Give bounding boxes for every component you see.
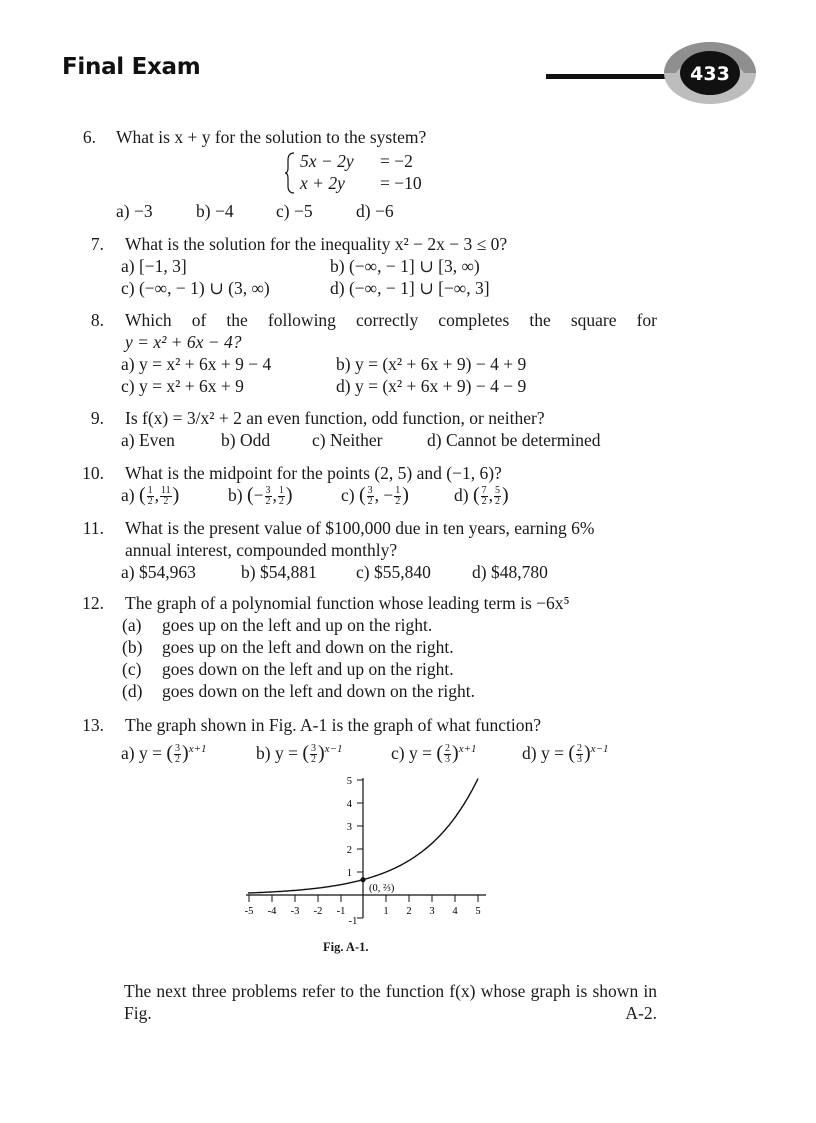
x-tick-label: 2 (406, 906, 412, 917)
option-b-text: goes up on the left and down on the right. (162, 637, 454, 657)
option-c-text: goes down on the left and up on the right. (162, 659, 454, 679)
option-a: a) Even (121, 430, 175, 450)
option-b: b) y = ( $\frac{3}{2}$ )$^{x-1}$ (256, 741, 343, 766)
left-brace (284, 152, 296, 194)
question-number: 9. (90, 408, 104, 428)
question-number: 11. (82, 518, 104, 538)
option-d-text: goes down on the left and down on the right. (162, 681, 476, 701)
y-neg-tick-label: -1 (348, 916, 358, 927)
option-a-text: goes up on the left and up on the right. (162, 615, 433, 635)
y-tick-label: 3 (346, 822, 352, 833)
figure-caption: Fig. A-1. (323, 940, 369, 954)
question-number: 13. (82, 715, 104, 735)
option-c: c) Neither (312, 430, 383, 450)
y-tick-label: 5 (346, 776, 352, 787)
option-d: d) −6 (356, 201, 394, 221)
option-c-label: (c) (122, 659, 142, 679)
option-b: b) Odd (221, 430, 271, 450)
x-tick-label: 5 (475, 906, 481, 917)
equation-1-right: = −2 (380, 151, 413, 171)
option-d: d) Cannot be determined (427, 430, 601, 450)
y-tick-label: 2 (346, 845, 352, 856)
option-b: b) $54,881 (241, 562, 317, 582)
option-a: a) y = x² + 6x + 9 − 4 (121, 354, 272, 374)
option-a-label: (a) (122, 615, 142, 635)
option-d: d) y = (x² + 6x + 9) − 4 − 9 (336, 376, 527, 396)
x-tick-label: -1 (336, 906, 346, 917)
x-tick-label: -4 (267, 906, 277, 917)
question-number: 7. (90, 234, 104, 254)
option-b: b) −4 (196, 201, 234, 221)
question-stem: What is the midpoint for the points (2, 5) and (−1, 6)? (125, 463, 502, 483)
closing-paragraph: The next three problems refer to the function f(x) whose graph is shown in Fig. A-2. (124, 981, 657, 1023)
question-number: 10. (82, 463, 104, 483)
section-title: Final Exam (62, 54, 201, 80)
option-c: c) −5 (276, 201, 313, 221)
x-tick-label: 3 (429, 906, 435, 917)
option-d: d) ( $\frac{7}{2}$ , $\frac{5}{2}$ ) (454, 484, 509, 508)
x-tick-label: -5 (244, 906, 254, 917)
question-stem-line-2: annual interest, compounded monthly? (125, 540, 398, 560)
figure-a1-graph (236, 770, 496, 930)
question-stem: What is the solution for the inequality x² − 2x − 3 ≤ 0? (125, 234, 508, 254)
question-stem-line-1: Which of the following correctly completes the square for (125, 310, 657, 330)
y-tick-label: 4 (346, 799, 352, 810)
x-tick-label: 1 (383, 906, 389, 917)
option-a: a) y = ( $\frac{3}{2}$ )$^{x+1}$ (121, 741, 207, 766)
question-stem: What is x + y for the solution to the system? (116, 127, 427, 147)
option-d: d) $48,780 (472, 562, 548, 582)
option-b: b) y = (x² + 6x + 9) − 4 + 9 (336, 354, 527, 374)
option-d-label: (d) (122, 681, 143, 701)
question-stem: Is f(x) = 3/x² + 2 an even function, odd function, or neither? (125, 408, 545, 428)
option-a: a) [−1, 3] (121, 256, 187, 276)
option-c: c) ( $\frac{3}{2}$ , − $\frac{1}{2}$ ) (341, 484, 409, 508)
point-label: (0, ⅔) (369, 883, 395, 894)
question-stem: The graph of a polynomial function whose leading term is −6x⁵ (125, 593, 570, 613)
page-number: 433 (690, 63, 730, 85)
page-number-badge (648, 40, 760, 106)
x-tick-label: -3 (290, 906, 300, 917)
option-b: b) (−∞, − 1] ∪ [3, ∞) (330, 256, 480, 276)
option-d: d) (−∞, − 1] ∪ [−∞, 3] (330, 278, 490, 298)
y-intercept-point (360, 877, 365, 882)
option-c: c) y = x² + 6x + 9 (121, 376, 244, 396)
option-c: c) y = ( $\frac{2}{3}$ )$^{x+1}$ (391, 741, 477, 766)
option-a: a) ( $\frac{1}{2}$ , $\frac{11}{2}$ ) (121, 484, 180, 508)
y-tick-label: 1 (346, 868, 352, 879)
option-a: a) $54,963 (121, 562, 196, 582)
question-stem-line-2: y = x² + 6x − 4? (125, 332, 242, 352)
x-tick-label: 4 (452, 906, 458, 917)
y-ticks (357, 780, 363, 872)
question-stem: The graph shown in Fig. A-1 is the graph of what function? (125, 715, 542, 735)
option-b: b) (− $\frac{3}{2}$ , $\frac{1}{2}$ ) (228, 484, 293, 508)
equation-1-left: 5x − 2y (300, 151, 354, 171)
x-tick-label: -2 (313, 906, 323, 917)
question-number: 12. (82, 593, 104, 613)
option-c: c) (−∞, − 1) ∪ (3, ∞) (121, 278, 270, 298)
option-d: d) y = ( $\frac{2}{3}$ )$^{x-1}$ (522, 741, 609, 766)
equation-2-left: x + 2y (300, 173, 345, 193)
question-number: 6. (82, 127, 96, 147)
option-c: c) $55,840 (356, 562, 431, 582)
option-a: a) −3 (116, 201, 153, 221)
question-stem-line-1: What is the present value of $100,000 due in ten years, earning 6% (125, 518, 595, 538)
question-number: 8. (90, 310, 104, 330)
equation-2-right: = −10 (380, 173, 422, 193)
option-b-label: (b) (122, 637, 143, 657)
